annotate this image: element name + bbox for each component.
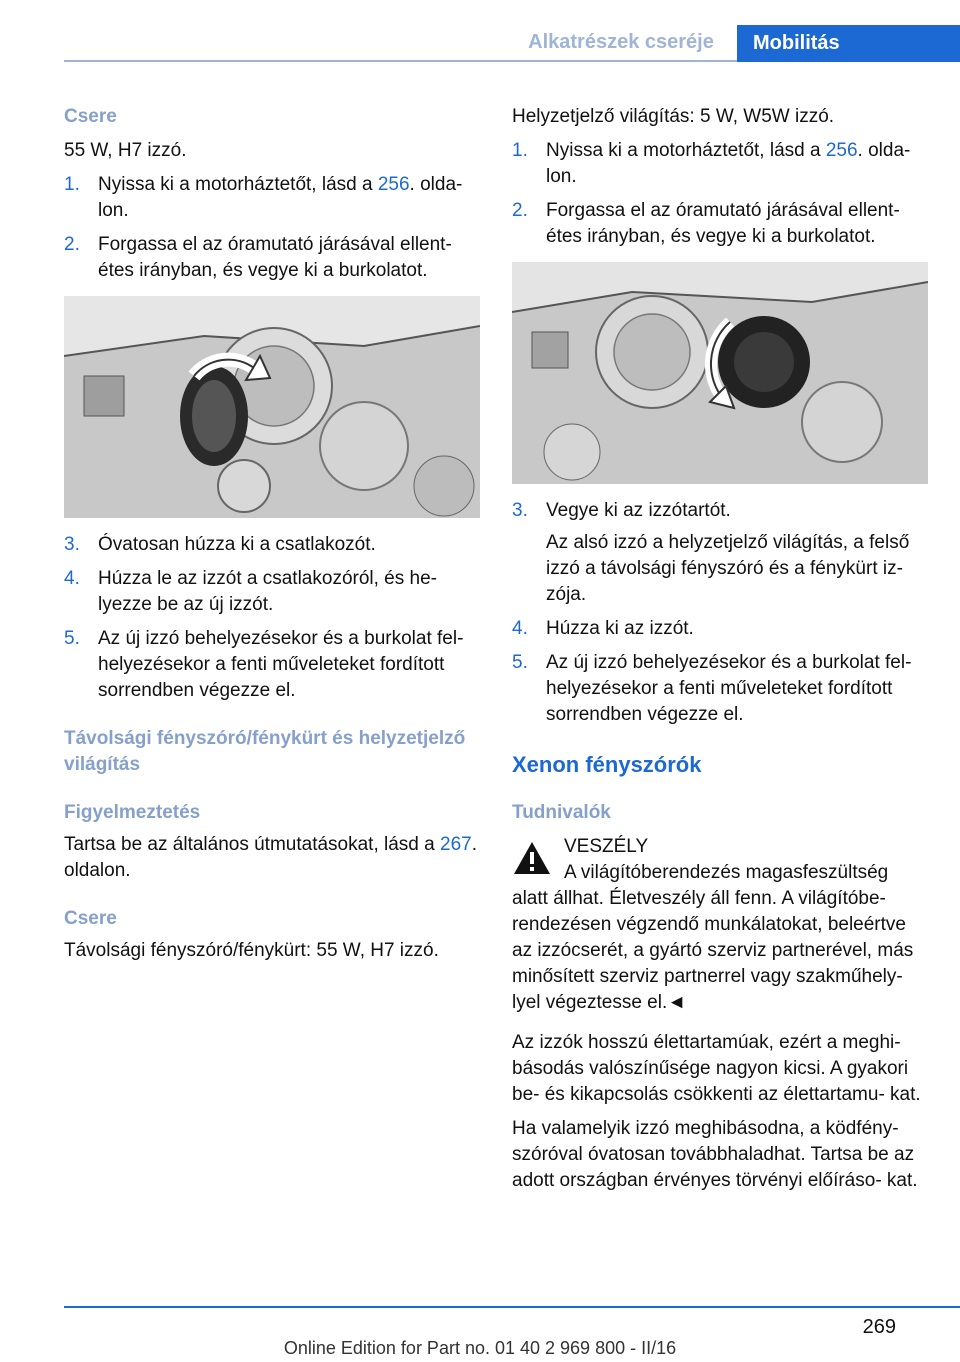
warning-text: Tartsa be az általános útmutatásokat, lásd a 267. oldalon. xyxy=(64,834,477,881)
list-item: 4. Húzza ki az izzót. xyxy=(512,618,694,639)
steps-list xyxy=(512,138,928,250)
footer-rule xyxy=(64,1306,960,1308)
list-item: 2. Forgassa el az óramutató járásával ellent‐ étes irányban, és vegye ki a burkolatot. xyxy=(512,200,900,247)
list-item: 2. Forgassa el az óramutató járásával ellent‐ étes irányban, és vegye ki a burkolatot. xyxy=(64,234,452,281)
list-item: 1. Nyissa ki a motorháztetőt, lásd a 256. olda‐ lon. xyxy=(512,140,911,187)
left-column xyxy=(64,104,480,964)
bulb-spec-2: Távolsági fényszóró/fénykürt: 55 W, H7 izzó. xyxy=(64,940,439,961)
bulb-spec: 55 W, H7 izzó. xyxy=(64,140,187,161)
list-item: 4. Húzza le az izzót a csatlakozóról, és he‐ lyezze be az új izzót. xyxy=(64,568,437,615)
list-item: 3. Óvatosan húzza ki a csatlakozót. xyxy=(64,534,376,555)
list-item: 1. Nyissa ki a motorháztetőt, lásd a 256. olda‐ lon. xyxy=(64,174,463,221)
steps-list xyxy=(64,172,480,284)
page-number: 269 xyxy=(862,1316,896,1338)
page-link[interactable]: 256 xyxy=(377,174,410,195)
list-item: 5. Az új izzó behelyezésekor és a burkolat fel‐ helyezésekor a fenti műveleteket fordított sorrendben végezze el. xyxy=(512,652,912,725)
list-item: 3. Vegye ki az izzótartót. Az alsó izzó a helyzetjelző világítás, a felső izzó a távolsági fényszóró és a fénykürt iz‐ zója. xyxy=(512,498,928,608)
heading-distance-light: Távolsági fényszóró/fénykürt és helyzetjelző világítás xyxy=(64,728,466,775)
heading-warning: Figyelmeztetés xyxy=(64,802,201,823)
steps-list xyxy=(64,532,480,704)
heading-csere-2: Csere xyxy=(64,908,117,929)
heading-info: Tudnivalók xyxy=(512,802,611,823)
step-note: Az alsó izzó a helyzetjelző világítás, a felső izzó a távolsági fényszóró és a fénykürt iz‐ zója. xyxy=(546,532,910,605)
danger-block xyxy=(512,834,928,860)
header-chapter-tab[interactable]: Mobilitás xyxy=(737,25,960,62)
right-column xyxy=(512,104,928,1194)
list-item: 5. Az új izzó behelyezésekor és a burkolat fel‐ helyezésekor a fenti műveleteket fordított sorrendben végezze el. xyxy=(64,628,464,701)
heading-csere: Csere xyxy=(64,106,117,127)
warning-triangle-icon xyxy=(512,840,552,884)
page-link[interactable]: 267 xyxy=(440,834,472,855)
danger-text: A világítóberendezés magasfeszültség alatt állhat. Életveszély áll fenn. A világítóbe‐ rendezésen végzendő munkálatokat, beleértve az izzócserét, a gyártó szerviz partnerével, más minősített szerviz partnerrel vagy szakműhely‐ lyel végeztesse el.◄ xyxy=(512,862,914,1013)
heading-xenon: Xenon fényszórók xyxy=(512,752,702,777)
paragraph: Ha valamelyik izzó meghibásodna, a ködfény‐ szóróval óvatosan továbbhaladhat. Tartsa be az adott országban érvényes törvényi előíráso‐ kat. xyxy=(512,1118,918,1191)
steps-list xyxy=(512,498,928,728)
header-section: Alkatrészek cseréje xyxy=(528,31,714,53)
edition-footer: Online Edition for Part no. 01 40 2 969 800 - II/16 xyxy=(283,1338,677,1358)
headlight-photo-cap-rotate xyxy=(64,296,480,518)
page-link[interactable]: 256 xyxy=(825,140,858,161)
danger-title: VESZÉLY xyxy=(564,836,649,857)
headlight-photo-cover-remove xyxy=(512,262,928,484)
parking-light-spec: Helyzetjelző világítás: 5 W, W5W izzó. xyxy=(512,106,835,127)
paragraph: Az izzók hosszú élettartamúak, ezért a meghi‐ básodás valószínűsége nagyon kicsi. A gyakori be- és kikapcsolás csökkenti az élettartamu‐ kat. xyxy=(512,1032,921,1105)
